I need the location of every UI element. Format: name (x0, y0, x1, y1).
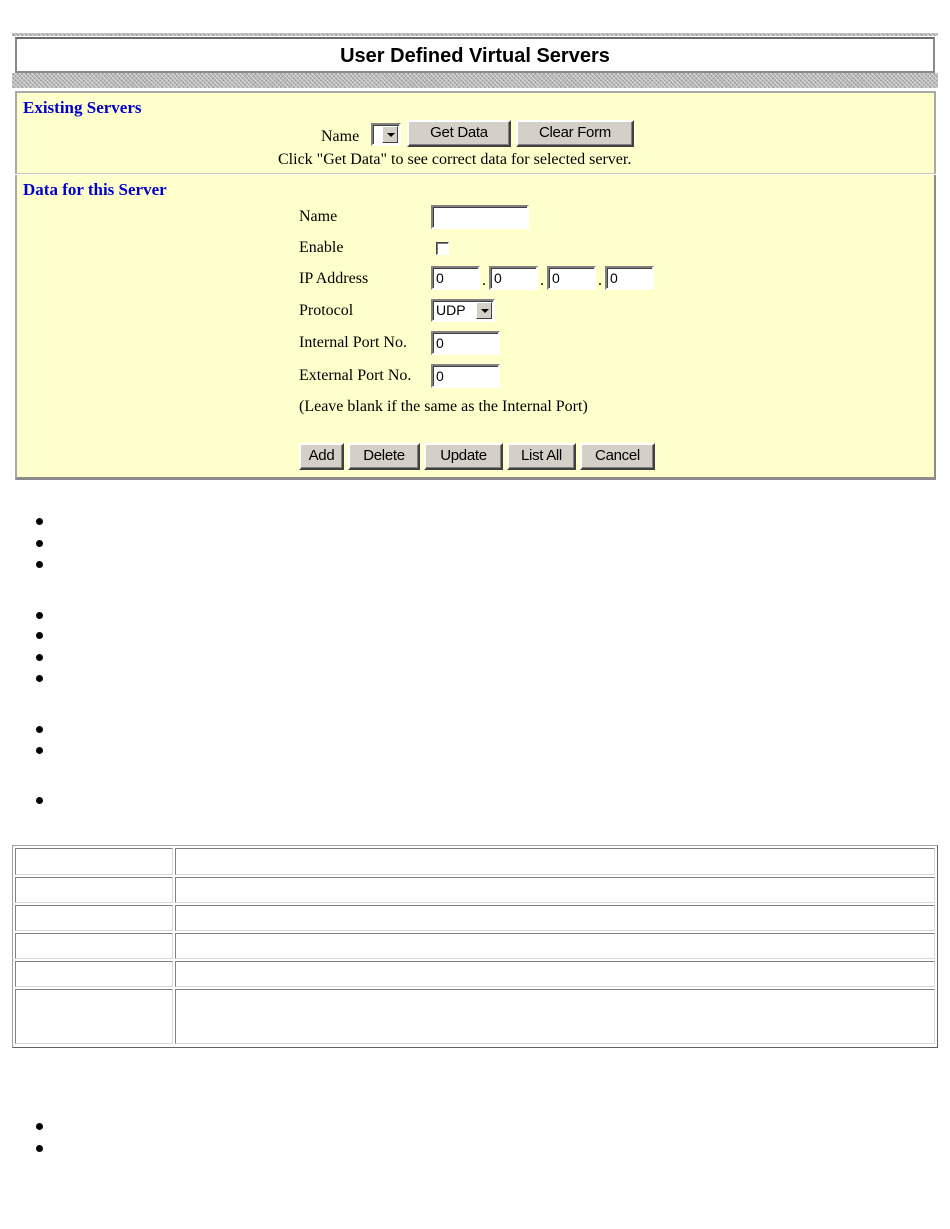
bullet-icon (36, 632, 43, 639)
chevron-down-icon[interactable] (382, 126, 398, 143)
table-cell (15, 933, 173, 959)
chevron-down-icon[interactable] (476, 302, 492, 319)
ip-octet-3-input[interactable]: 0 (547, 266, 596, 290)
external-port-label: External Port No. (299, 367, 412, 384)
table-row (15, 848, 935, 875)
ip-octet-2-input[interactable]: 0 (489, 266, 538, 290)
info-table (12, 845, 938, 1048)
clear-form-button[interactable]: Clear Form (516, 120, 634, 147)
external-port-note: (Leave blank if the same as the Internal Port) (299, 398, 588, 415)
existing-name-label: Name (321, 128, 360, 145)
table-row (15, 989, 935, 1044)
add-button[interactable]: Add (299, 443, 344, 470)
protocol-select-value: UDP (436, 302, 466, 318)
server-data-heading: Data for this Server (23, 180, 167, 199)
table-cell (15, 961, 173, 987)
get-data-hint: Click "Get Data" to see correct data for selected server. (278, 151, 632, 168)
table-cell (15, 848, 173, 875)
protocol-label: Protocol (299, 302, 354, 319)
ip-octet-1-input[interactable]: 0 (431, 266, 480, 290)
ip-separator: . (540, 272, 544, 289)
table-cell (175, 905, 935, 931)
bullet-icon (36, 612, 43, 619)
protocol-select[interactable] (431, 299, 495, 322)
enable-checkbox[interactable] (436, 242, 449, 255)
table-row (15, 961, 935, 987)
existing-name-select[interactable] (371, 123, 401, 146)
table-cell (175, 989, 935, 1044)
table-cell (15, 905, 173, 931)
bullet-icon (36, 1145, 43, 1152)
external-port-input[interactable]: 0 (431, 364, 500, 388)
top-divider (12, 33, 938, 36)
existing-servers-heading: Existing Servers (23, 98, 142, 117)
table-cell (175, 933, 935, 959)
delete-button[interactable]: Delete (348, 443, 420, 470)
cancel-button[interactable]: Cancel (580, 443, 655, 470)
ip-octet-4-input[interactable]: 0 (605, 266, 654, 290)
table-row (15, 877, 935, 903)
page-title: User Defined Virtual Servers (340, 45, 610, 67)
server-data-panel (15, 175, 936, 480)
table-row (15, 933, 935, 959)
bullet-icon (36, 1123, 43, 1130)
table-cell (175, 848, 935, 875)
server-name-input[interactable] (431, 205, 529, 229)
internal-port-label: Internal Port No. (299, 334, 407, 351)
ip-separator: . (598, 272, 602, 289)
enable-label: Enable (299, 239, 344, 256)
get-data-button[interactable]: Get Data (407, 120, 511, 147)
table-cell (15, 989, 173, 1044)
internal-port-input[interactable]: 0 (431, 331, 500, 355)
bullet-icon (36, 540, 43, 547)
title-divider (12, 73, 938, 88)
existing-servers-panel (15, 91, 936, 174)
table-cell (175, 877, 935, 903)
table-row (15, 905, 935, 931)
table-cell (15, 877, 173, 903)
update-button[interactable]: Update (424, 443, 503, 470)
page-title-frame (15, 37, 935, 73)
ip-address-label: IP Address (299, 270, 369, 287)
table-cell (175, 961, 935, 987)
bullet-icon (36, 654, 43, 661)
bullet-icon (36, 561, 43, 568)
bullet-icon (36, 747, 43, 754)
bullet-icon (36, 518, 43, 525)
bullet-icon (36, 675, 43, 682)
bullet-icon (36, 797, 43, 804)
list-all-button[interactable]: List All (507, 443, 576, 470)
ip-separator: . (482, 272, 486, 289)
bullet-icon (36, 726, 43, 733)
name-label: Name (299, 208, 338, 225)
